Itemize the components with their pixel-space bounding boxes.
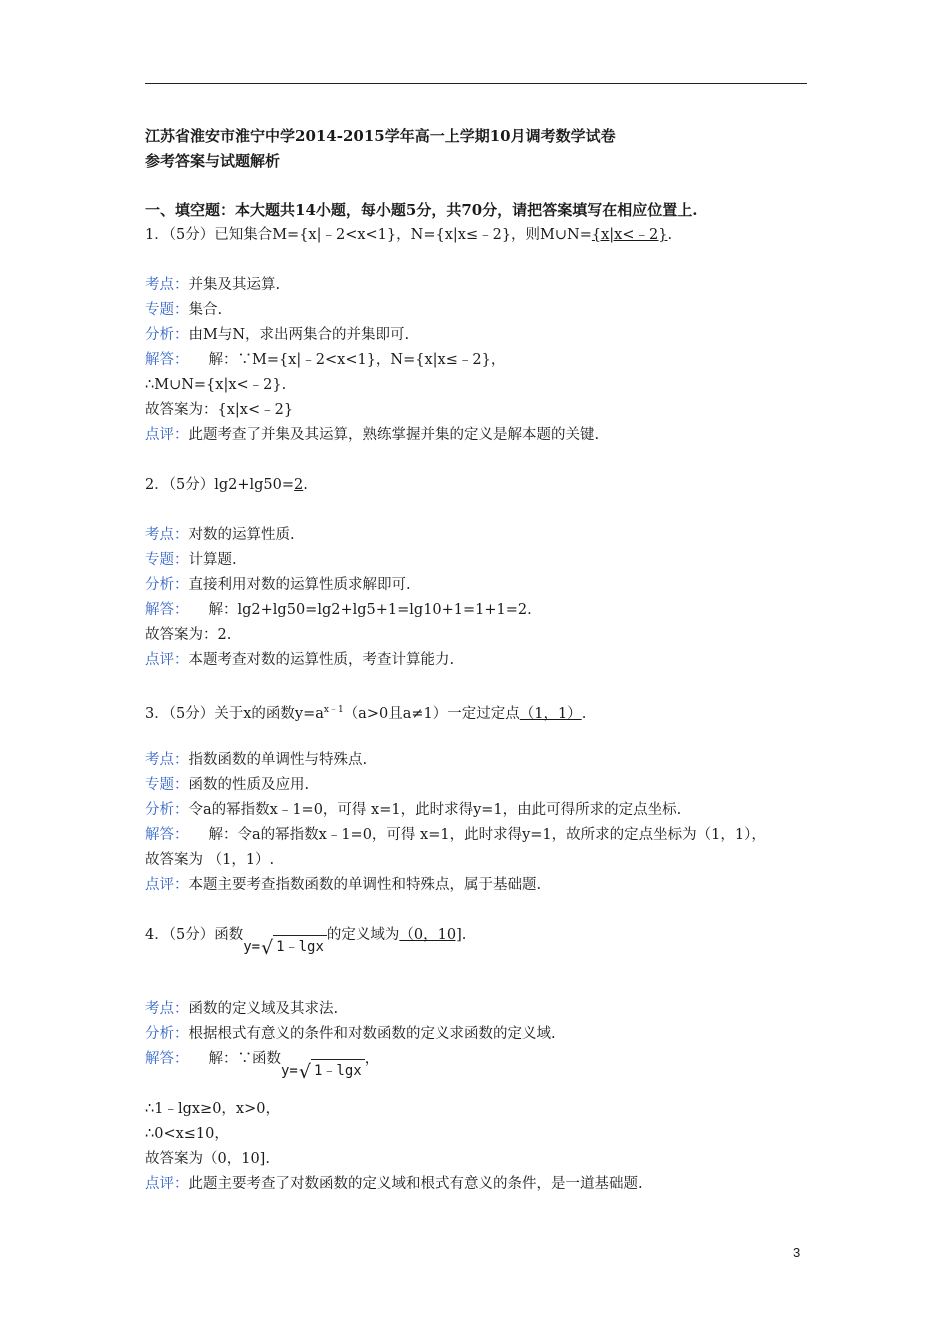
q4-final: 故答案为（0，10]. — [145, 1151, 270, 1167]
page-number: 3 — [793, 1245, 801, 1260]
q1-fenxi: 分析：由M与N，求出两集合的并集即可. — [145, 327, 410, 343]
q4-fenxi: 分析：根据根式有意义的条件和对数函数的定义求函数的定义域. — [145, 1026, 556, 1042]
q2-fenxi: 分析：直接利用对数的运算性质求解即可. — [145, 577, 411, 593]
q4-stem: 4．（5分）函数y=√ 1﹣lgx的定义域为（0，10]. — [145, 927, 467, 959]
q3-dianping: 点评：本题主要考查指数函数的单调性和特殊点，属于基础题. — [145, 877, 542, 893]
q4-jieda: 解答： 解：∵函数y=√ 1﹣lgx， — [145, 1051, 380, 1083]
q1-zhuanti: 专题：集合. — [145, 302, 223, 318]
q1-dianping: 点评：此题考查了并集及其运算，熟练掌握并集的定义是解本题的关键. — [145, 427, 600, 443]
q3-stem: 3．（5分）关于x的函数$y=a^{x﹣1}(a>0$且a≠1）一定过定点（1，1）. — [145, 705, 587, 722]
q2-zhuanti: 专题：计算题. — [145, 552, 237, 568]
q2-kaodian: 考点：对数的运算性质. — [145, 527, 295, 543]
radical-sign: √ — [298, 1061, 311, 1083]
sqrt-formula: y=√ 1﹣lgx — [243, 935, 327, 958]
q4-kaodian: 考点：函数的定义域及其求法. — [145, 1001, 339, 1017]
q1-final: 故答案为：{x|x<﹣2} — [145, 402, 294, 418]
q4-dianping: 点评：此题主要考查了对数函数的定义域和根式有意义的条件，是一道基础题. — [145, 1176, 643, 1192]
q3-jieda: 解答： 解：令a的幂指数x﹣1=0，可得 x=1，此时求得y=1，故所求的定点坐标为（1，1）， — [145, 827, 766, 843]
q2-dianping: 点评：本题考查对数的运算性质，考查计算能力. — [145, 652, 455, 668]
q2-jieda: 解答： 解：lg2+lg50=lg2+lg5+1=lg10+1=1+1=2. — [145, 602, 532, 618]
q3-kaodian: 考点：指数函数的单调性与特殊点. — [145, 752, 368, 768]
section-heading: 一、填空题：本大题共14小题，每小题5分，共70分，请把答案填写在相应位置上. — [145, 201, 698, 219]
q4-answer: （0，10] — [399, 927, 462, 943]
q1-step1: ∴M∪N={x|x<﹣2}. — [145, 377, 287, 393]
q1-kaodian: 考点：并集及其运算. — [145, 277, 281, 293]
q1-stem: 1．（5分）已知集合M={x|﹣2<x<1}，N={x|x≤﹣2}，则M∪N={x|x<﹣2}. — [145, 227, 673, 243]
q2-stem: 2．（5分）lg2+lg50=2. — [145, 477, 308, 493]
paper-subtitle: 参考答案与试题解析 — [145, 152, 281, 170]
q3-zhuanti: 专题：函数的性质及应用. — [145, 777, 310, 793]
q3-final: 故答案为 （1，1）. — [145, 852, 275, 868]
q3-answer: （1，1） — [519, 706, 582, 722]
q2-final: 故答案为：2. — [145, 627, 232, 643]
q2-answer: 2 — [294, 477, 304, 493]
q4-step2: ∴0<x≤10， — [145, 1126, 229, 1142]
paper-title: 江苏省淮安市淮宁中学2014-2015学年高一上学期10月调考数学试卷 — [145, 127, 616, 145]
q1-jieda: 解答： 解：∵M={x|﹣2<x<1}，N={x|x≤﹣2}， — [145, 352, 506, 368]
radical-sign: √ — [261, 937, 274, 959]
q3-fenxi: 分析：令a的幂指数x﹣1=0，可得 x=1，此时求得y=1，由此可得所求的定点坐标. — [145, 802, 682, 818]
header-rule — [145, 83, 807, 84]
q3-exponent: x﹣1 — [323, 705, 344, 715]
q4-step1: ∴1﹣lgx≥0，x>0， — [145, 1101, 280, 1117]
q1-answer: {x|x<﹣2} — [591, 227, 668, 243]
sqrt-formula: y=√ 1﹣lgx — [281, 1059, 365, 1082]
